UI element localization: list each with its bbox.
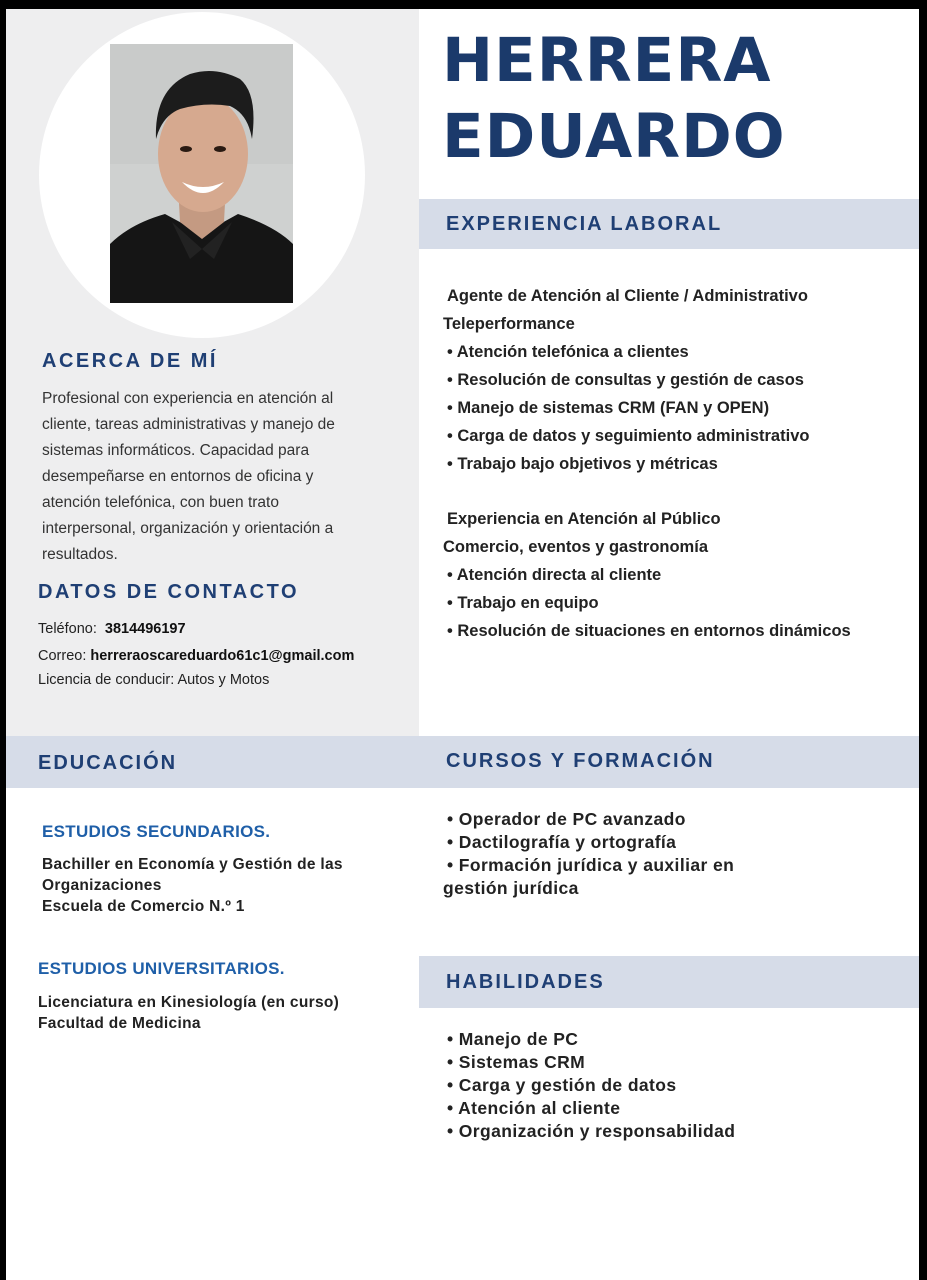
secondary-studies-details bbox=[42, 854, 343, 917]
skill-item: • Atención al cliente bbox=[447, 1098, 621, 1118]
skills-list bbox=[447, 1028, 735, 1143]
job1-item: • Atención telefónica a clientes bbox=[447, 343, 689, 361]
job2-item: • Atención directa al cliente bbox=[447, 566, 662, 584]
contact-license: Licencia de conducir: Autos y Motos bbox=[38, 672, 270, 688]
course-item: • Formación jurídica y auxiliar en bbox=[447, 855, 735, 875]
job2-role: Experiencia en Atención al Público bbox=[447, 510, 721, 528]
job1-item: • Resolución de consultas y gestión de casos bbox=[447, 371, 804, 389]
secondary-studies-title: ESTUDIOS SECUNDARIOS. bbox=[42, 822, 271, 841]
about-title: ACERCA DE MÍ bbox=[42, 350, 218, 372]
resume-page bbox=[6, 9, 919, 1280]
job2-item: • Trabajo en equipo bbox=[447, 594, 599, 612]
secondary-line: Escuela de Comercio N.º 1 bbox=[42, 898, 245, 915]
courses-list bbox=[443, 808, 734, 900]
job1-company: Teleperformance bbox=[443, 315, 575, 333]
job1-role: Agente de Atención al Cliente / Administrativo bbox=[447, 287, 808, 305]
experience-title: EXPERIENCIA LABORAL bbox=[446, 213, 723, 235]
skill-item: • Sistemas CRM bbox=[447, 1052, 586, 1072]
email-value: herreraoscareduardo61c1@gmail.com bbox=[90, 648, 355, 664]
course-item: • Dactilografía y ortografía bbox=[447, 832, 677, 852]
about-text: Profesional con experiencia en atención al cliente, tareas administrativas y manejo de sistemas informáticos. Capacidad para desempeñarse en entornos de oficina y atención telefónica, con buen trato interpersonal, organización y orientación a resultados. bbox=[42, 390, 335, 563]
contact-title: DATOS DE CONTACTO bbox=[38, 581, 300, 603]
secondary-line: Bachiller en Economía y Gestión de las bbox=[42, 856, 343, 873]
university-line: Licenciatura en Kinesiología (en curso) bbox=[38, 994, 340, 1011]
courses-title: CURSOS Y FORMACIÓN bbox=[446, 750, 715, 772]
skill-item: • Carga y gestión de datos bbox=[447, 1075, 677, 1095]
university-line: Facultad de Medicina bbox=[38, 1015, 201, 1032]
email-label: Correo: bbox=[38, 648, 87, 664]
skills-title: HABILIDADES bbox=[446, 971, 605, 993]
skill-item: • Organización y responsabilidad bbox=[447, 1121, 736, 1141]
full-name bbox=[442, 23, 786, 175]
university-studies-details bbox=[38, 992, 339, 1034]
job2-item: • Resolución de situaciones en entornos dinámicos bbox=[447, 622, 851, 640]
contact-phone bbox=[38, 621, 186, 637]
job1-item: • Carga de datos y seguimiento administrativo bbox=[447, 427, 810, 445]
job2-company: Comercio, eventos y gastronomía bbox=[443, 538, 708, 556]
skill-item: • Manejo de PC bbox=[447, 1029, 579, 1049]
course-item: • Operador de PC avanzado bbox=[447, 809, 686, 829]
job1-item: • Trabajo bajo objetivos y métricas bbox=[447, 455, 718, 473]
experience-list bbox=[443, 282, 851, 645]
first-name: EDUARDO bbox=[442, 101, 786, 172]
last-name: HERRERA bbox=[442, 25, 772, 96]
university-studies-title: ESTUDIOS UNIVERSITARIOS. bbox=[38, 959, 285, 978]
secondary-line: Organizaciones bbox=[42, 877, 162, 894]
phone-value: 3814496197 bbox=[104, 621, 186, 637]
job1-item: • Manejo de sistemas CRM (FAN y OPEN) bbox=[447, 399, 770, 417]
phone-label: Teléfono: bbox=[38, 621, 97, 637]
course-item: gestión jurídica bbox=[443, 878, 579, 898]
education-title: EDUCACIÓN bbox=[38, 752, 178, 774]
profile-photo bbox=[110, 44, 293, 303]
contact-email bbox=[38, 648, 354, 664]
